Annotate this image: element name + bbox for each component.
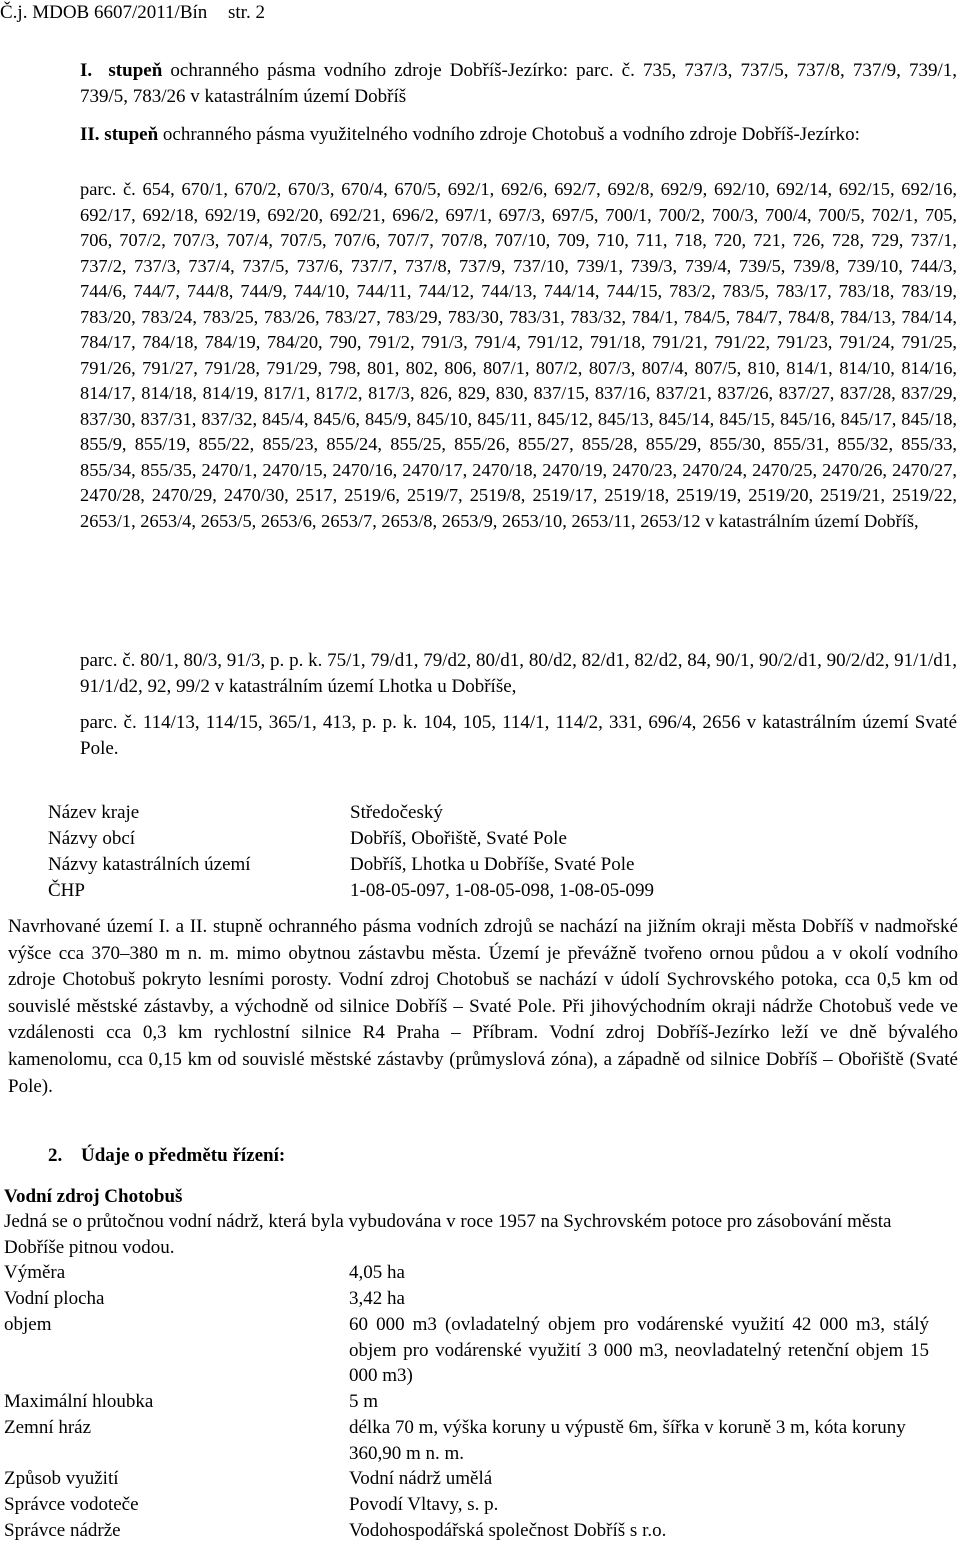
- zone-2-prefix: II.: [80, 124, 100, 145]
- region-row-value: Dobříš, Lhotka u Dobříše, Svaté Pole: [350, 854, 635, 875]
- section-title: Údaje o předmětu řízení:: [81, 1145, 286, 1166]
- spec-label: Výměra: [4, 1262, 66, 1283]
- spec-value: délka 70 m, výška koruny u výpustě 6m, šířka v koruně 3 m, kóta koruny 360,90 m n. m.: [349, 1417, 906, 1464]
- spec-label: Zemní hráz: [4, 1417, 92, 1438]
- zone-1-word: stupeň: [108, 60, 163, 81]
- spec-row: [4, 1466, 934, 1492]
- spec-row: [4, 1286, 934, 1312]
- region-row-label: Názvy katastrálních území: [48, 854, 251, 875]
- spec-row: [4, 1492, 934, 1518]
- page-number: str. 2: [228, 2, 265, 23]
- spec-label: Maximální hloubka: [4, 1391, 154, 1412]
- spec-row: [4, 1312, 934, 1389]
- zone-2-word: stupeň: [104, 124, 159, 145]
- location-paragraph: Navrhované území I. a II. stupně ochranného pásma vodních zdrojů se nachází na jižním okraji města Dobříš v nadmořské výšce cca 370–380 m n. m. mimo obytnou zástavbu města. Území je převážně tvořeno ornou půdou a v okolí vodního zdroje Chotobuš pokryto lesními porosty. Vodní zdroj Chotobuš se nachází v údolí Sychrovského potoka, cca 0,5 km od souvislé městské zástavby, a východně od silnice Dobříš – Svaté Pole. Při jihovýchodním okraji nádrže Chotobuš vede ve vzdálenosti cca 0,3 km rychlostní silnice R4 Praha – Příbram. Vodní zdroj Dobříš-Jezírko leží ve dně bývalého kamenolomu, cca 0,15 km od souvislé městské zástavby (průmyslová zóna), a západně od silnice Dobříš – Obořiště (Svaté Pole).: [8, 916, 958, 1097]
- section-number: 2.: [48, 1145, 63, 1166]
- region-row: [48, 826, 748, 852]
- region-row-value: Dobříš, Obořiště, Svaté Pole: [350, 828, 567, 849]
- spec-value: 5 m: [349, 1391, 379, 1412]
- chotobus-intro: Jedná se o průtočnou vodní nádrž, která byla vybudována v roce 1957 na Sychrovském potoce pro zásobování města Dobříše pitnou vodou.: [4, 1211, 892, 1258]
- spec-value: Vodní nádrž umělá: [349, 1468, 493, 1489]
- region-row: [48, 852, 748, 878]
- spec-value: Povodí Vltavy, s. p.: [349, 1494, 499, 1515]
- region-table: [48, 800, 748, 904]
- spec-row: [4, 1389, 934, 1415]
- spec-label: Vodní plocha: [4, 1288, 105, 1309]
- spec-value: 3,42 ha: [349, 1288, 405, 1309]
- zone-2-heading: [80, 122, 957, 148]
- parcels-svate-pole: parc. č. 114/13, 114/15, 365/1, 413, p. p. k. 104, 105, 114/1, 114/2, 331, 696/4, 2656 v katastrálním území Svaté Pole.: [80, 712, 957, 759]
- spec-label: Správce vodoteče: [4, 1494, 139, 1515]
- region-row-value: 1-08-05-097, 1-08-05-098, 1-08-05-099: [350, 880, 654, 901]
- chotobus-title: Vodní zdroj Chotobuš: [4, 1186, 183, 1207]
- region-row-label: Název kraje: [48, 802, 140, 823]
- parcels-lhotka: parc. č. 80/1, 80/3, 91/3, p. p. k. 75/1, 79/d1, 79/d2, 80/d1, 80/d2, 82/d1, 82/d2, 84, 90/1, 90/2/d1, 90/2/d2, 91/1/d1, 91/1/d2, 92, 99/2 v katastrálním území Lhotka u Dobříše,: [80, 650, 957, 697]
- zone-1-text: ochranného pásma vodního zdroje Dobříš-Jezírko: parc. č. 735, 737/3, 737/5, 737/8, 737/9, 739/1, 739/5, 783/26 v katastrálním území Dobříš: [80, 60, 957, 107]
- chotobus-specs: [4, 1260, 934, 1544]
- spec-label: Správce nádrže: [4, 1520, 121, 1541]
- region-row-label: ČHP: [48, 880, 85, 901]
- spec-label: Způsob využití: [4, 1468, 119, 1489]
- zone-2-text: ochranného pásma využitelného vodního zdroje Chotobuš a vodního zdroje Dobříš-Jezírko:: [162, 124, 860, 145]
- spec-value: 60 000 m3 (ovladatelný objem pro vodárenské využití 42 000 m3, stálý objem pro vodárenské využití 3 000 m3, neovladatelný retenční objem 15 000 m3): [349, 1314, 929, 1386]
- page-header: [0, 0, 300, 26]
- region-row-value: Středočeský: [350, 802, 443, 823]
- parcels-dobris: parc. č. 654, 670/1, 670/2, 670/3, 670/4, 670/5, 692/1, 692/6, 692/7, 692/8, 692/9, 692/10, 692/14, 692/15, 692/16, 692/17, 692/18, 692/19, 692/20, 692/21, 696/2, 697/1, 697/3, 697/5, 700/1, 700/2, 700/3, 700/4, 700/5, 702/1, 705, 706, 707/2, 707/3, 707/4, 707/5, 707/6, 707/7, 707/8, 707/10, 709, 710, 711, 718, 720, 721, 726, 728, 729, 737/1, 737/2, 737/3, 737/4, 737/5, 737/6, 737/7, 737/8, 737/9, 737/10, 739/1, 739/3, 739/4, 739/5, 739/8, 739/10, 744/3, 744/6, 744/7, 744/8, 744/9, 744/10, 744/11, 744/12, 744/13, 744/14, 744/15, 783/2, 783/5, 783/17, 783/18, 783/19, 783/20, 783/24, 783/25, 783/26, 783/27, 783/29, 783/30, 783/31, 783/32, 784/1, 784/5, 784/7, 784/8, 784/13, 784/14, 784/17, 784/18, 784/19, 784/20, 790, 791/2, 791/3, 791/4, 791/12, 791/18, 791/21, 791/22, 791/23, 791/24, 791/25, 791/26, 791/27, 791/28, 791/29, 798, 801, 802, 806, 807/1, 807/2, 807/3, 807/4, 807/5, 810, 814/1, 814/10, 814/16, 814/17, 814/18, 814/19, 817/1, 817/2, 817/3, 826, 829, 830, 837/15, 837/16, 837/21, 837/26, 837/27, 837/28, 837/29, 837/30, 837/31, 837/32, 845/4, 845/6, 845/9, 845/10, 845/11, 845/12, 845/13, 845/14, 845/15, 845/16, 845/17, 845/18, 855/9, 855/19, 855/22, 855/23, 855/24, 855/25, 855/26, 855/27, 855/28, 855/29, 855/30, 855/31, 855/32, 855/33, 855/34, 855/35, 2470/1, 2470/15, 2470/16, 2470/17, 2470/18, 2470/19, 2470/23, 2470/24, 2470/25, 2470/26, 2470/27, 2470/28, 2470/29, 2470/30, 2517, 2519/6, 2519/7, 2519/8, 2519/17, 2519/18, 2519/19, 2519/20, 2519/21, 2519/22, 2653/1, 2653/4, 2653/5, 2653/6, 2653/7, 2653/8, 2653/9, 2653/10, 2653/11, 2653/12 v katastrálním území Dobříš,: [80, 179, 957, 531]
- region-row-label: Názvy obcí: [48, 828, 136, 849]
- spec-row: [4, 1260, 934, 1286]
- section-2-heading: [48, 1143, 285, 1169]
- region-row: [48, 878, 748, 904]
- spec-row: [4, 1518, 934, 1544]
- region-row: [48, 800, 748, 826]
- zone-1-prefix: I.: [80, 60, 93, 81]
- spec-value: 4,05 ha: [349, 1262, 405, 1283]
- zone-1-paragraph: [80, 58, 957, 109]
- spec-value: Vodohospodářská společnost Dobříš s r.o.: [349, 1520, 667, 1541]
- spec-label: objem: [4, 1314, 52, 1335]
- spec-row: [4, 1415, 934, 1466]
- reference-number: Č.j. MDOB 6607/2011/Bín: [0, 2, 208, 23]
